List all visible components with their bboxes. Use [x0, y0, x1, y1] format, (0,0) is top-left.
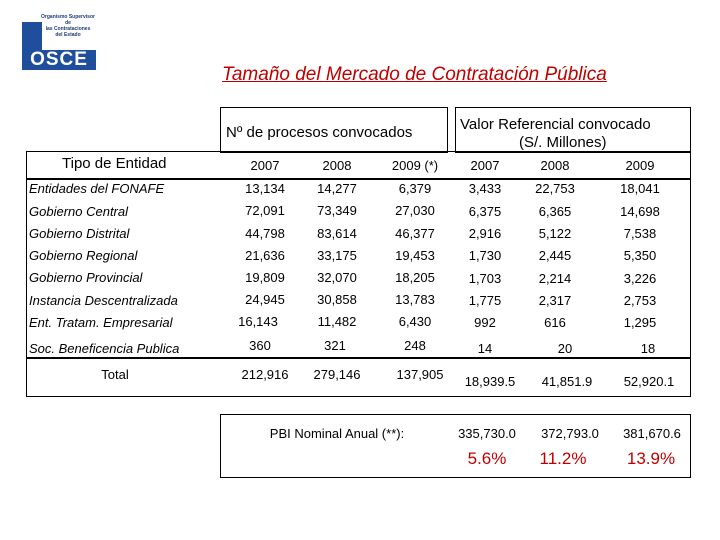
logo-org-line: del Estado [55, 32, 81, 38]
cell-value: 13,783 [395, 292, 435, 307]
cell-value: 360 [249, 338, 271, 353]
total-value: 18,939.5 [464, 374, 516, 389]
cell-value: 3,433 [468, 181, 502, 196]
cell-value: 11,482 [317, 314, 357, 329]
row-label: Soc. Beneficencia Publica [29, 341, 180, 356]
year-header: 2007 [250, 158, 280, 173]
osce-logo [22, 14, 98, 70]
cell-value: 321 [324, 338, 346, 353]
row-label: Gobierno Central [29, 204, 128, 219]
pbi-value: 335,730.0 [458, 426, 516, 441]
cell-value: 33,175 [317, 248, 357, 263]
cell-value: 2,214 [538, 271, 572, 286]
cell-value: 2,753 [623, 293, 657, 308]
logo-org-name [38, 14, 98, 38]
pbi-value: 372,793.0 [541, 426, 599, 441]
cell-value: 1,295 [623, 315, 657, 330]
cell-value: 19,809 [245, 270, 285, 285]
value-group-header-line2: (S/. Millones) [519, 134, 607, 151]
row-label: Ent. Tratam. Empresarial [29, 315, 173, 330]
logo-org-line: Organismo Supervisor de [41, 14, 95, 26]
cell-value: 6,430 [398, 314, 432, 329]
page-title: Tamaño del Mercado de Contratación Pública [222, 64, 607, 85]
cell-value: 24,945 [245, 292, 285, 307]
cell-value: 14 [477, 341, 493, 356]
cell-value: 21,636 [245, 248, 285, 263]
cell-value: 2,916 [468, 226, 502, 241]
cell-value: 22,753 [535, 181, 575, 196]
year-header: 2008 [322, 158, 352, 173]
cell-value: 16,143 [238, 314, 278, 329]
cell-value: 2,317 [538, 293, 572, 308]
cell-value: 5,122 [538, 226, 572, 241]
cell-value: 27,030 [395, 203, 435, 218]
cell-value: 73,349 [317, 203, 357, 218]
row-label: Instancia Descentralizada [29, 293, 178, 308]
logo-mark [22, 22, 42, 50]
year-header: 2009 (*) [391, 158, 439, 173]
cell-value: 6,379 [398, 181, 432, 196]
cell-value: 992 [474, 315, 496, 330]
cell-value: 18 [640, 341, 656, 356]
cell-value: 248 [404, 338, 426, 353]
cell-value: 30,858 [317, 292, 357, 307]
value-group-header-line1: Valor Referencial convocado [460, 116, 651, 133]
year-header: 2009 [625, 158, 655, 173]
row-label: Gobierno Provincial [29, 270, 143, 285]
logo-org-line: las Contrataciones [45, 26, 91, 32]
cell-value: 14,698 [620, 204, 660, 219]
row-label: Entidades del FONAFE [29, 181, 165, 196]
year-header: 2008 [540, 158, 570, 173]
cell-value: 18,041 [620, 181, 660, 196]
pbi-label: PBI Nominal Anual (**): [269, 426, 405, 441]
cell-value: 46,377 [395, 226, 435, 241]
row-label: Gobierno Regional [29, 248, 138, 263]
cell-value: 1,775 [468, 293, 502, 308]
cell-value: 3,226 [623, 271, 657, 286]
cell-value: 616 [544, 315, 566, 330]
entity-column-header: Tipo de Entidad [62, 155, 167, 172]
total-value: 212,916 [241, 367, 289, 382]
cell-value: 7,538 [623, 226, 657, 241]
pbi-percent: 13.9% [626, 449, 676, 468]
cell-value: 5,350 [623, 248, 657, 263]
cell-value: 6,365 [538, 204, 572, 219]
total-value: 137,905 [396, 367, 444, 382]
cell-value: 18,205 [395, 270, 435, 285]
cell-value: 14,277 [317, 181, 357, 196]
cell-value: 1,730 [468, 248, 502, 263]
pbi-value: 381,670.6 [623, 426, 681, 441]
pbi-percent: 11.2% [539, 449, 587, 468]
year-header: 2007 [470, 158, 500, 173]
logo-wordmark: OSCE [22, 50, 96, 70]
pbi-percent: 5.6% [467, 449, 507, 468]
cell-value: 19,453 [395, 248, 435, 263]
cell-value: 20 [557, 341, 573, 356]
cell-value: 44,798 [245, 226, 285, 241]
process-group-header: Nº de procesos convocados [226, 124, 413, 141]
total-value: 52,920.1 [623, 374, 675, 389]
row-label: Gobierno Distrital [29, 226, 130, 241]
total-value: 279,146 [313, 367, 361, 382]
cell-value: 72,091 [245, 203, 285, 218]
cell-value: 6,375 [468, 204, 502, 219]
cell-value: 1,703 [468, 271, 502, 286]
cell-value: 2,445 [538, 248, 572, 263]
cell-value: 13,134 [245, 181, 285, 196]
cell-value: 83,614 [317, 226, 357, 241]
total-label: Total [101, 367, 129, 382]
total-value: 41,851.9 [541, 374, 593, 389]
cell-value: 32,070 [317, 270, 357, 285]
